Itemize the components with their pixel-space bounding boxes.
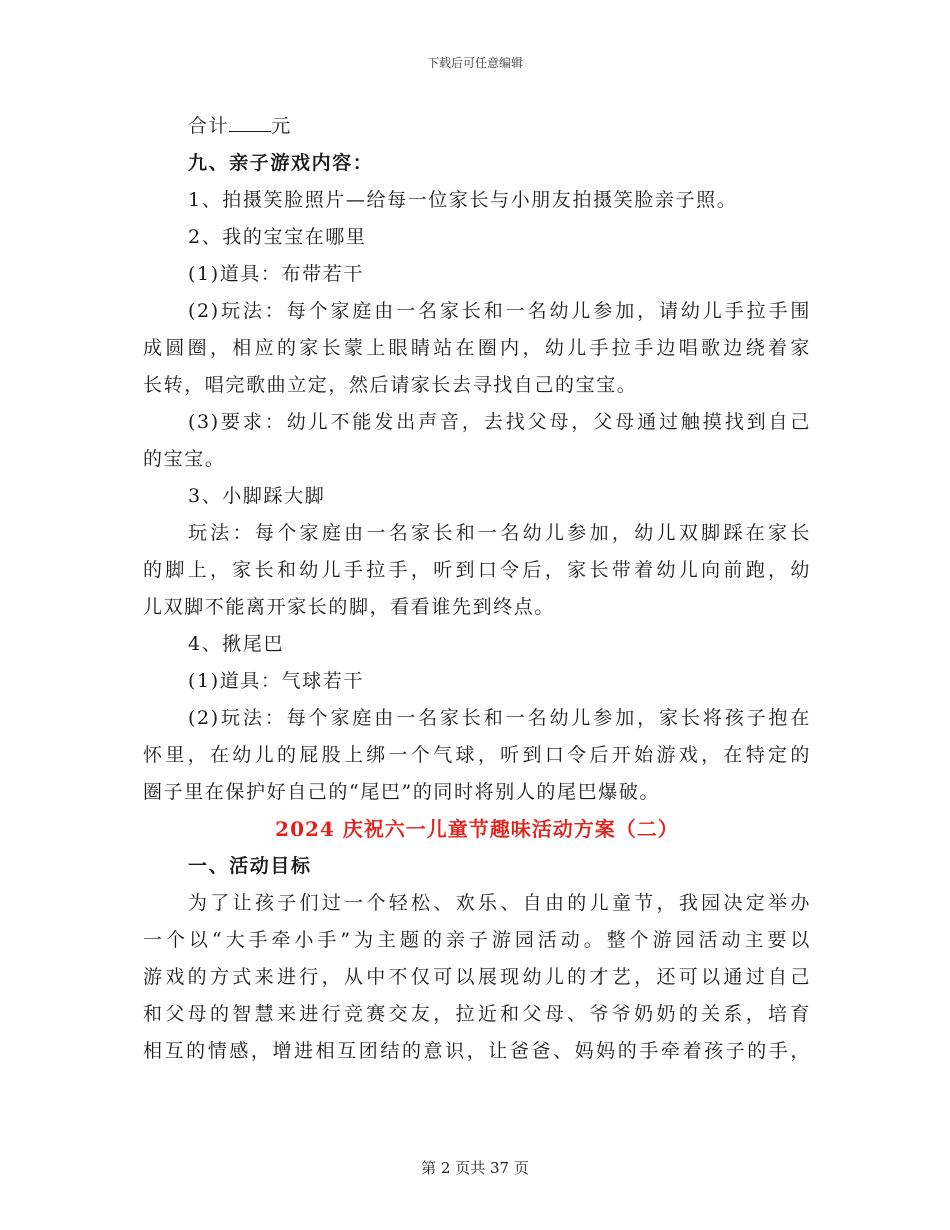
paragraph-line: 圈子里在保护好自己的“尾巴”的同时将别人的尾巴爆破。 bbox=[143, 781, 661, 803]
paragraph-line: 相互的情感，增进相互团结的意识，让爸爸、妈妈的手牵着孩子的手， bbox=[143, 1040, 811, 1062]
paragraph-line: 长转，唱完歌曲立定，然后请家长去寻找自己的宝宝。 bbox=[143, 374, 638, 396]
total-unit: 元 bbox=[271, 115, 292, 137]
paragraph-line: (1)道具：气球若干 bbox=[188, 670, 364, 692]
paragraph-line: 游戏的方式来进行，从中不仅可以展现幼儿的才艺，还可以通过自己 bbox=[143, 966, 811, 988]
paragraph-line: 成圆圈，相应的家长蒙上眼睛站在圈内，幼儿手拉手边唱歌边绕着家 bbox=[143, 337, 811, 359]
section-heading-goals: 一、活动目标 bbox=[188, 855, 312, 877]
paragraph-line: 2、我的宝宝在哪里 bbox=[188, 226, 367, 248]
paragraph-line: 一个以“大手牵小手”为主题的亲子游园活动。整个游园活动主要以 bbox=[143, 929, 811, 951]
total-label: 合计 bbox=[188, 115, 230, 137]
document-body bbox=[143, 108, 811, 1070]
paragraph-line: (2)玩法：每个家庭由一名家长和一名幼儿参加，家长将孩子抱在 bbox=[188, 707, 811, 729]
paragraph-line: 和父母的智慧来进行竞赛交友，拉近和父母、爷爷奶奶的关系，培育 bbox=[143, 1003, 811, 1025]
page-header: 下载后可任意编辑 bbox=[426, 56, 523, 70]
paragraph-line: (3)要求：幼儿不能发出声音，去找父母，父母通过触摸找到自己 bbox=[188, 411, 811, 433]
paragraph-line: 玩法：每个家庭由一名家长和一名幼儿参加，幼儿双脚踩在家长 bbox=[188, 522, 811, 544]
blank-underline bbox=[229, 113, 271, 132]
paragraph-line: (1)道具：布带若干 bbox=[188, 263, 364, 285]
paragraph-line: 为了让孩子们过一个轻松、欢乐、自由的儿童节，我园决定举办 bbox=[188, 892, 811, 914]
paragraph-line: 的脚上，家长和幼儿手拉手，听到口令后，家长带着幼儿向前跑，幼 bbox=[143, 559, 811, 581]
document-title: 2024 庆祝六一儿童节趣味活动方案（二） bbox=[275, 817, 679, 841]
paragraph-line: 3、小脚踩大脚 bbox=[188, 485, 326, 507]
page-footer: 第 2 页共 37 页 bbox=[421, 1159, 529, 1177]
section-heading-games: 九、亲子游戏内容： bbox=[188, 152, 374, 174]
paragraph-line: 怀里，在幼儿的屁股上绑一个气球，听到口令后开始游戏，在特定的 bbox=[143, 744, 811, 766]
paragraph-line: 1、拍摄笑脸照片—给每一位家长与小朋友拍摄笑脸亲子照。 bbox=[188, 189, 738, 211]
paragraph-line: 的宝宝。 bbox=[143, 448, 226, 470]
paragraph-line: 儿双脚不能离开家长的脚，看看谁先到终点。 bbox=[143, 596, 556, 618]
paragraph-line: (2)玩法：每个家庭由一名家长和一名幼儿参加，请幼儿手拉手围 bbox=[188, 300, 811, 322]
total-line bbox=[143, 108, 811, 145]
paragraph-line: 4、揪尾巴 bbox=[188, 633, 285, 655]
